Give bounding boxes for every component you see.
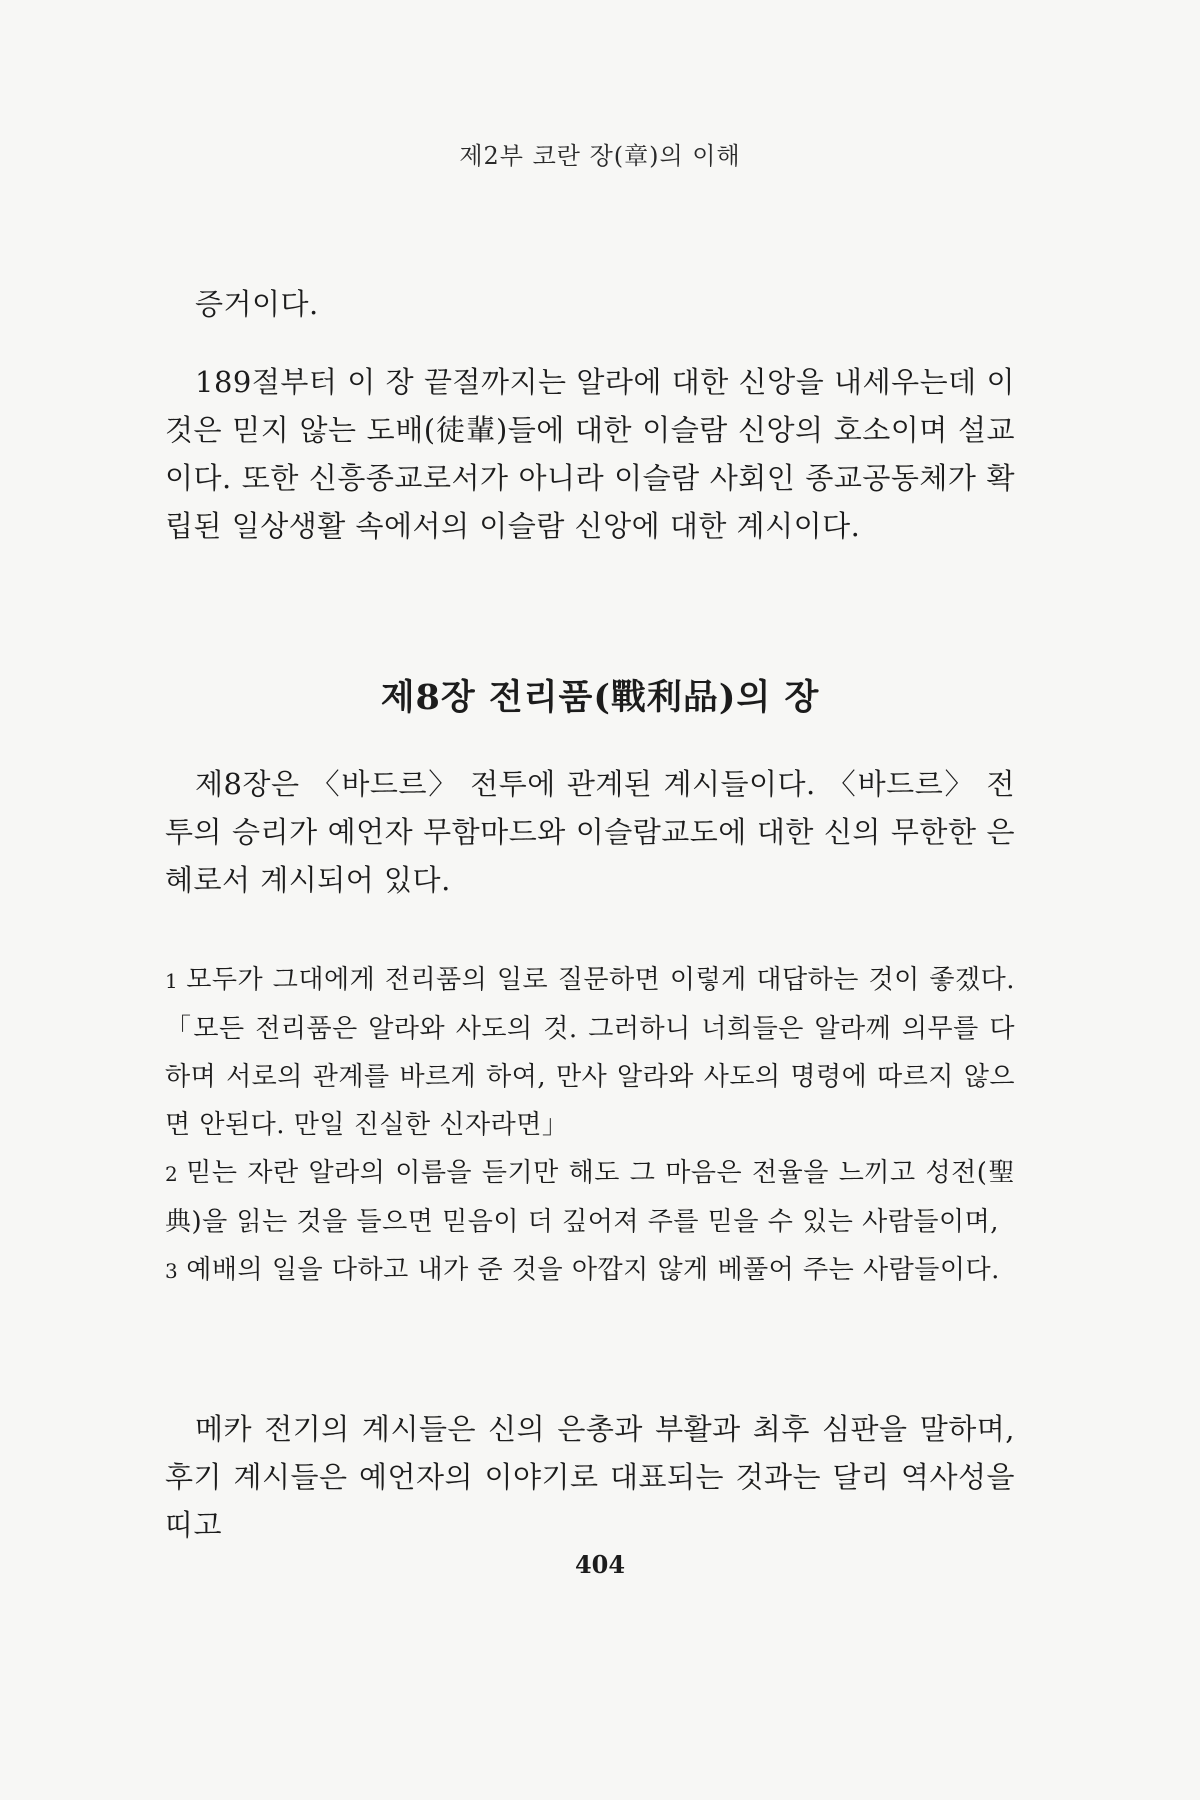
paragraph-continuation [165, 280, 1015, 328]
paragraph-3: 제8장은 〈바드르〉 전투에 관계된 계시들이다. 〈바드르〉 전투의 승리가 예언자 무함마드와 이슬람교도에 대한 신의 무한한 은혜로서 계시되어 있다. [165, 767, 1015, 897]
verse-item [165, 1246, 1015, 1295]
verse-number: 1 [165, 969, 179, 993]
verse-number: 3 [165, 1259, 179, 1283]
verse-text: 모두가 그대에게 전리품의 일로 질문하면 이렇게 대답하는 것이 좋겠다. 「모든 전리품은 알라와 사도의 것. 그러하니 너희들은 알라께 의무를 다하며 서로의 관계를 바르게 하여, 만사 알라와 사도의 명령에 따르지 않으면 안된다. 만일 진실한 신자라면」 [165, 965, 1015, 1140]
verse-text: 예배의 일을 다하고 내가 준 것을 아깝지 않게 베풀어 주는 사람들이다. [186, 1255, 1000, 1285]
paragraph-1: 증거이다. [195, 287, 319, 321]
chapter-intro [165, 760, 1015, 904]
running-header: 제2부 코란 장(章)의 이해 [459, 142, 741, 170]
verse-list [165, 956, 1015, 1295]
page-number: 404 [574, 1550, 626, 1579]
paragraph-4: 메카 전기의 계시들은 신의 은총과 부활과 최후 심판을 말하며, 후기 계시들은 예언자의 이야기로 대표되는 것과는 달리 역사성을 띠고 [165, 1412, 1015, 1542]
verse-item [165, 956, 1015, 1149]
paragraph-block-2 [165, 358, 1015, 550]
chapter-heading: 제8장 전리품(戰利品)의 장 [380, 677, 820, 718]
verse-text: 믿는 자란 알라의 이름을 듣기만 해도 그 마음은 전율을 느끼고 성전(聖典)을 읽는 것을 들으면 믿음이 더 깊어져 주를 믿을 수 있는 사람들이며, [165, 1158, 1015, 1237]
verse-item [165, 1149, 1015, 1246]
paragraph-2: 189절부터 이 장 끝절까지는 알라에 대한 신앙을 내세우는데 이것은 믿지 않는 도배(徒輩)들에 대한 이슬람 신앙의 호소이며 설교이다. 또한 신흥종교로서가 아니라 이슬람 사회인 종교공동체가 확립된 일상생활 속에서의 이슬람 신앙에 대한 계시이다. [165, 365, 1015, 543]
paragraph-block-4 [165, 1405, 1015, 1549]
verse-number: 2 [165, 1162, 179, 1186]
